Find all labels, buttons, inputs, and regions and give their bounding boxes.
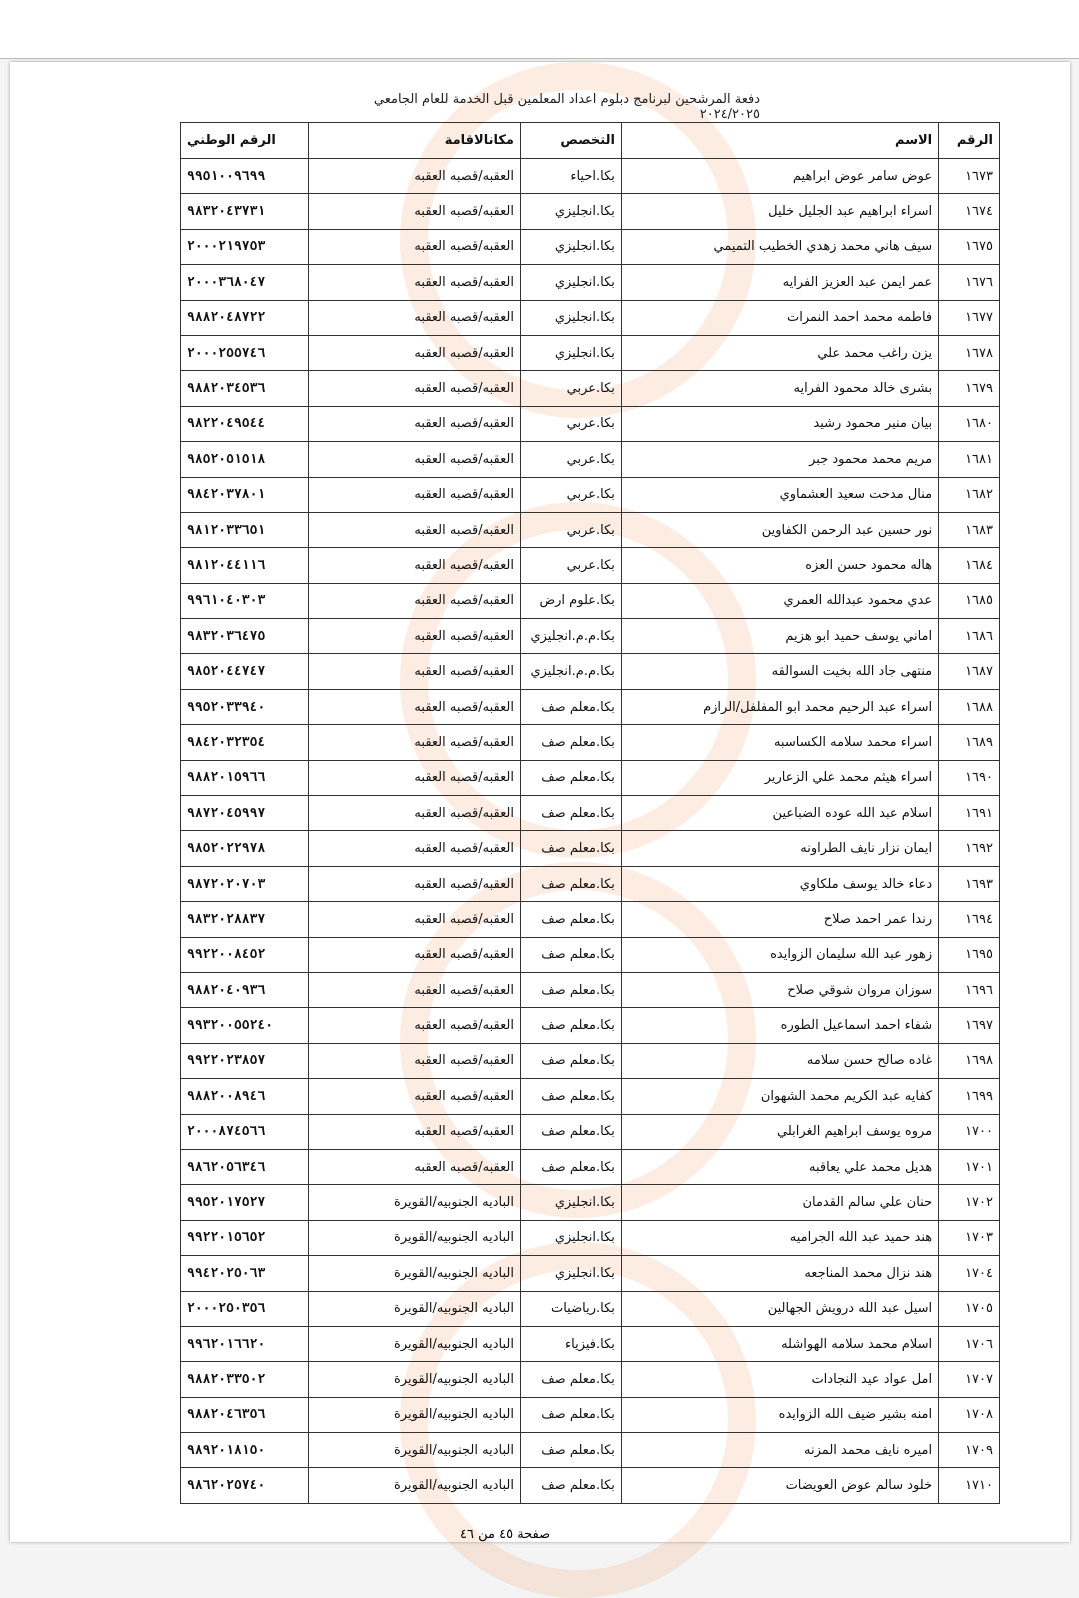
row-number: ١٦٧٧ [939,300,1000,335]
candidate-name: اسيل عبد الله درويش الجهالين [621,1291,938,1326]
table-row [181,194,1000,229]
row-number: ١٦٨٤ [939,548,1000,583]
table-row [181,937,1000,972]
candidate-name: امل عواد عيد النجادات [621,1362,938,1397]
national-id: ٩٨٣٢٠٤٣٧٣١ [181,194,309,229]
residence: العقبه/قصبه العقبه [308,229,520,264]
table-row [181,442,1000,477]
row-number: ١٧٠٦ [939,1326,1000,1361]
national-id: ٢٠٠٠٣٦٨٠٤٧ [181,265,309,300]
specialization: بكا.انجليزي [520,1185,621,1220]
residence: العقبه/قصبه العقبه [308,1149,520,1184]
national-id: ٩٨٣٢٠٣٦٤٧٥ [181,619,309,654]
specialization: بكا.معلم صف [520,972,621,1007]
national-id: ٩٨٨٢٠٠٨٩٤٦ [181,1079,309,1114]
residence: العقبه/قصبه العقبه [308,796,520,831]
header-number: الرقم [939,123,1000,159]
national-id: ٩٨٨٢٠٤٨٧٢٢ [181,300,309,335]
specialization: بكا.معلم صف [520,796,621,831]
table-row [181,477,1000,512]
national-id: ٩٨٨٢٠٤٠٩٣٦ [181,972,309,1007]
table-row [181,689,1000,724]
candidate-name: يزن راغب محمد علي [621,335,938,370]
specialization: بكا.انجليزي [520,194,621,229]
residence: العقبه/قصبه العقبه [308,512,520,547]
candidate-name: امنه بشير ضيف الله الزوايده [621,1397,938,1432]
national-id: ٩٨٧٢٠٤٥٩٩٧ [181,796,309,831]
national-id: ٩٨٥٢٠٤٤٧٤٧ [181,654,309,689]
candidate-name: سوزان مروان شوقي صلاح [621,972,938,1007]
candidate-name: هديل محمد علي يعاقبه [621,1149,938,1184]
row-number: ١٦٨١ [939,442,1000,477]
specialization: بكا.عربي [520,406,621,441]
specialization: بكا.عربي [520,512,621,547]
table-row [181,1149,1000,1184]
specialization: بكا.معلم صف [520,725,621,760]
national-id: ٩٩٦١٠٤٠٣٠٣ [181,583,309,618]
national-id: ٩٨٥٢٠٥١٥١٨ [181,442,309,477]
specialization: بكا.معلم صف [520,689,621,724]
residence: العقبه/قصبه العقبه [308,1043,520,1078]
specialization: بكا.انجليزي [520,229,621,264]
residence: العقبه/قصبه العقبه [308,1114,520,1149]
specialization: بكا.فيزياء [520,1326,621,1361]
row-number: ١٦٩٩ [939,1079,1000,1114]
table-row [181,1468,1000,1503]
table-row [181,619,1000,654]
national-id: ٩٨١٢٠٣٣٦٥١ [181,512,309,547]
national-id: ٩٨٩٢٠١٨١٥٠ [181,1433,309,1468]
residence: العقبه/قصبه العقبه [308,1079,520,1114]
national-id: ٢٠٠٠٢١٩٧٥٣ [181,229,309,264]
candidate-name: رندا عمر احمد صلاح [621,902,938,937]
table-header-row [181,123,1000,159]
residence: العقبه/قصبه العقبه [308,159,520,194]
national-id: ٢٠٠٠٢٥٥٧٤٦ [181,335,309,370]
specialization: بكا.معلم صف [520,866,621,901]
national-id: ٩٨٤٢٠٣٧٨٠١ [181,477,309,512]
specialization: بكا.معلم صف [520,1114,621,1149]
candidate-name: هاله محمود حسن العزه [621,548,938,583]
row-number: ١٧٠٧ [939,1362,1000,1397]
residence: العقبه/قصبه العقبه [308,866,520,901]
national-id: ٩٨٤٢٠٣٢٣٥٤ [181,725,309,760]
specialization: بكا.انجليزي [520,335,621,370]
row-number: ١٧٠١ [939,1149,1000,1184]
header-residence: مكانالاقامة [308,123,520,159]
row-number: ١٦٨٥ [939,583,1000,618]
table-row [181,1185,1000,1220]
row-number: ١٦٩٧ [939,1008,1000,1043]
row-number: ١٦٧٤ [939,194,1000,229]
table-row [181,265,1000,300]
table-row [181,300,1000,335]
national-id: ٢٠٠٠٨٧٤٥٦٦ [181,1114,309,1149]
table-row [181,972,1000,1007]
residence: العقبه/قصبه العقبه [308,406,520,441]
candidate-name: هند حميد عبد الله الجراميه [621,1220,938,1255]
row-number: ١٧٠٨ [939,1397,1000,1432]
candidate-name: اسراء محمد سلامه الكساسبه [621,725,938,760]
national-id: ٩٨٨٢٠٤٦٣٥٦ [181,1397,309,1432]
table-row [181,548,1000,583]
specialization: بكا.احياء [520,159,621,194]
row-number: ١٦٩٣ [939,866,1000,901]
national-id: ٩٨٦٢٠٢٥٧٤٠ [181,1468,309,1503]
residence: العقبه/قصبه العقبه [308,972,520,1007]
table-row [181,159,1000,194]
row-number: ١٦٧٥ [939,229,1000,264]
specialization: بكا.معلم صف [520,831,621,866]
row-number: ١٦٩٢ [939,831,1000,866]
specialization: بكا.معلم صف [520,1433,621,1468]
candidate-name: سيف هاني محمد زهدي الخطيب التميمي [621,229,938,264]
candidate-name: عدي محمود عبدالله العمري [621,583,938,618]
candidate-name: دعاء خالد يوسف ملكاوي [621,866,938,901]
table-row [181,1114,1000,1149]
residence: الباديه الجنوبيه/القويرة [308,1468,520,1503]
national-id: ٩٨٢٢٠٤٩٥٤٤ [181,406,309,441]
national-id: ٩٩٣٢٠٠٥٥٢٤٠ [181,1008,309,1043]
national-id: ٩٩٢٢٠١٥٦٥٢ [181,1220,309,1255]
specialization: بكا.معلم صف [520,1362,621,1397]
candidate-name: منال مدحت سعيد العشماوي [621,477,938,512]
candidate-name: خلود سالم عوض العويضات [621,1468,938,1503]
row-number: ١٦٧٦ [939,265,1000,300]
candidates-table [180,122,1000,1504]
specialization: بكا.انجليزي [520,265,621,300]
specialization: بكا.عربي [520,371,621,406]
table-row [181,1220,1000,1255]
candidate-name: حنان علي سالم القدمان [621,1185,938,1220]
table-row [181,831,1000,866]
residence: العقبه/قصبه العقبه [308,194,520,229]
residence: الباديه الجنوبيه/القويرة [308,1397,520,1432]
table-row [181,406,1000,441]
table-row [181,1433,1000,1468]
row-number: ١٦٩٦ [939,972,1000,1007]
residence: العقبه/قصبه العقبه [308,725,520,760]
national-id: ٩٨١٢٠٤٤١١٦ [181,548,309,583]
national-id: ٩٩٥٢٠١٧٥٢٧ [181,1185,309,1220]
specialization: بكا.معلم صف [520,1043,621,1078]
national-id: ٩٩٥٢٠٣٣٩٤٠ [181,689,309,724]
table-row [181,902,1000,937]
table-row [181,1326,1000,1361]
candidate-name: اسراء هيثم محمد علي الزعارير [621,760,938,795]
specialization: بكا.معلم صف [520,1008,621,1043]
residence: العقبه/قصبه العقبه [308,1008,520,1043]
row-number: ١٦٧٨ [939,335,1000,370]
row-number: ١٦٩١ [939,796,1000,831]
candidate-name: منتهى جاد الله بخيت السوالقه [621,654,938,689]
row-number: ١٦٩٠ [939,760,1000,795]
table-row [181,1079,1000,1114]
candidate-name: مريم محمد محمود جبر [621,442,938,477]
residence: العقبه/قصبه العقبه [308,654,520,689]
residence: العقبه/قصبه العقبه [308,583,520,618]
row-number: ١٧٠٢ [939,1185,1000,1220]
residence: العقبه/قصبه العقبه [308,619,520,654]
residence: الباديه الجنوبيه/القويرة [308,1256,520,1291]
table-row [181,229,1000,264]
national-id: ٩٩٤٢٠٢٥٠٦٣ [181,1256,309,1291]
row-number: ١٦٩٥ [939,937,1000,972]
national-id: ٩٩٢٢٠٢٣٨٥٧ [181,1043,309,1078]
residence: العقبه/قصبه العقبه [308,689,520,724]
specialization: بكا.معلم صف [520,1079,621,1114]
table-row [181,1397,1000,1432]
specialization: بكا.علوم ارض [520,583,621,618]
national-id: ٩٨٥٢٠٢٢٩٧٨ [181,831,309,866]
residence: العقبه/قصبه العقبه [308,265,520,300]
candidate-name: اميره نايف محمد المزنه [621,1433,938,1468]
row-number: ١٦٨٦ [939,619,1000,654]
national-id: ٩٩٢٢٠٠٨٤٥٢ [181,937,309,972]
residence: العقبه/قصبه العقبه [308,937,520,972]
candidate-name: اسراء ابراهيم عبد الجليل خليل [621,194,938,229]
candidate-name: اسلام عبد الله عوده الضباعين [621,796,938,831]
table-row [181,335,1000,370]
residence: الباديه الجنوبيه/القويرة [308,1433,520,1468]
row-number: ١٦٨٩ [939,725,1000,760]
row-number: ١٧٠٠ [939,1114,1000,1149]
residence: الباديه الجنوبيه/القويرة [308,1291,520,1326]
specialization: بكا.عربي [520,442,621,477]
residence: الباديه الجنوبيه/القويرة [308,1326,520,1361]
national-id: ٩٨٨٢٠٣٣٥٠٢ [181,1362,309,1397]
specialization: بكا.معلم صف [520,1397,621,1432]
row-number: ١٦٧٩ [939,371,1000,406]
table-row [181,512,1000,547]
residence: العقبه/قصبه العقبه [308,760,520,795]
specialization: بكا.معلم صف [520,1468,621,1503]
header-name: الاسم [621,123,938,159]
residence: الباديه الجنوبيه/القويرة [308,1362,520,1397]
table-row [181,760,1000,795]
row-number: ١٧١٠ [939,1468,1000,1503]
row-number: ١٦٩٤ [939,902,1000,937]
national-id: ٩٨٨٢٠١٥٩٦٦ [181,760,309,795]
candidate-name: شفاء احمد اسماعيل الطوره [621,1008,938,1043]
residence: العقبه/قصبه العقبه [308,831,520,866]
previous-page-edge [0,0,1079,59]
candidate-name: مروه يوسف ابراهيم الغرابلي [621,1114,938,1149]
residence: العقبه/قصبه العقبه [308,548,520,583]
document-title: دفعة المرشحين لبرنامج دبلوم اعداد المعلمين قبل الخدمة للعام الجامعي ٢٠٢٤/٢٠٢٥ [373,92,760,122]
candidate-name: اسراء عبد الرحيم محمد ابو المفلفل/الرازم [621,689,938,724]
row-number: ١٦٧٣ [939,159,1000,194]
specialization: بكا.م.م.انجليزي [520,654,621,689]
specialization: بكا.معلم صف [520,760,621,795]
table-row [181,1043,1000,1078]
row-number: ١٧٠٤ [939,1256,1000,1291]
specialization: بكا.رياضيات [520,1291,621,1326]
row-number: ١٦٩٨ [939,1043,1000,1078]
candidate-name: فاطمه محمد احمد النمرات [621,300,938,335]
table-row [181,583,1000,618]
table-row [181,1362,1000,1397]
row-number: ١٧٠٣ [939,1220,1000,1255]
candidate-name: بشرى خالد محمود الفرايه [621,371,938,406]
candidate-name: بيان منير محمود رشيد [621,406,938,441]
national-id: ٢٠٠٠٢٥٠٣٥٦ [181,1291,309,1326]
residence: العقبه/قصبه العقبه [308,371,520,406]
national-id: ٩٨٧٢٠٢٠٧٠٣ [181,866,309,901]
specialization: بكا.معلم صف [520,937,621,972]
specialization: بكا.انجليزي [520,1220,621,1255]
row-number: ١٦٨٢ [939,477,1000,512]
row-number: ١٦٨٠ [939,406,1000,441]
residence: العقبه/قصبه العقبه [308,477,520,512]
row-number: ١٦٨٣ [939,512,1000,547]
specialization: بكا.انجليزي [520,1256,621,1291]
document-page [10,62,1070,1542]
table-row [181,1008,1000,1043]
row-number: ١٦٨٧ [939,654,1000,689]
candidate-name: اماني يوسف حميد ابو هزيم [621,619,938,654]
header-specialization: التخصص [520,123,621,159]
specialization: بكا.معلم صف [520,1149,621,1184]
residence: الباديه الجنوبيه/القويرة [308,1185,520,1220]
national-id: ٩٨٦٢٠٥٦٣٤٦ [181,1149,309,1184]
candidate-name: نور حسين عبد الرحمن الكفاوين [621,512,938,547]
national-id: ٩٨٣٢٠٢٨٨٣٧ [181,902,309,937]
national-id: ٩٨٨٢٠٣٤٥٣٦ [181,371,309,406]
table-row [181,371,1000,406]
table-row [181,796,1000,831]
row-number: ١٦٨٨ [939,689,1000,724]
table-row [181,725,1000,760]
table-row [181,1256,1000,1291]
residence: الباديه الجنوبيه/القويرة [308,1220,520,1255]
row-number: ١٧٠٩ [939,1433,1000,1468]
specialization: بكا.عربي [520,477,621,512]
specialization: بكا.انجليزي [520,300,621,335]
table-row [181,866,1000,901]
candidate-name: هند نزال محمد المناجعه [621,1256,938,1291]
residence: العقبه/قصبه العقبه [308,442,520,477]
row-number: ١٧٠٥ [939,1291,1000,1326]
candidate-name: عوض سامر عوض ابراهيم [621,159,938,194]
specialization: بكا.معلم صف [520,902,621,937]
residence: العقبه/قصبه العقبه [308,902,520,937]
candidate-name: غاده صالح حسن سلامه [621,1043,938,1078]
national-id: ٩٩٥١٠٠٩٦٩٩ [181,159,309,194]
specialization: بكا.عربي [520,548,621,583]
residence: العقبه/قصبه العقبه [308,335,520,370]
national-id: ٩٩٦٢٠١٦٦٢٠ [181,1326,309,1361]
residence: العقبه/قصبه العقبه [308,300,520,335]
candidate-name: عمر ايمن عبد العزيز الفرايه [621,265,938,300]
candidate-name: زهور عبد الله سليمان الزوايده [621,937,938,972]
table-row [181,654,1000,689]
page-number: صفحة ٤٥ من ٤٦ [460,1527,551,1542]
candidate-name: اسلام محمد سلامه الهواشله [621,1326,938,1361]
table-row [181,1291,1000,1326]
header-national-id: الرقم الوطني [181,123,309,159]
candidate-name: ايمان نزار نايف الطراونه [621,831,938,866]
candidate-name: كفايه عبد الكريم محمد الشهوان [621,1079,938,1114]
specialization: بكا.م.م.انجليزي [520,619,621,654]
